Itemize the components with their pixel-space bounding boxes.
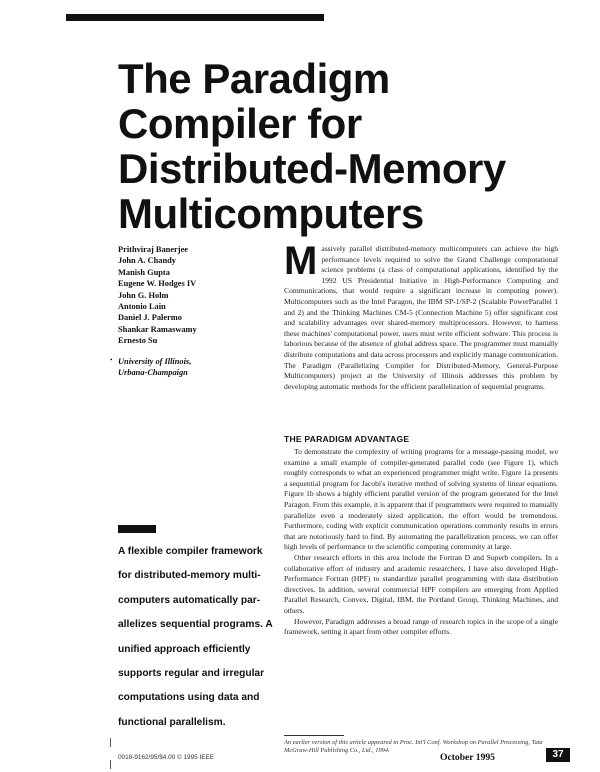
footer-date: October 1995 <box>440 752 495 763</box>
author-name: Antonio Lain <box>118 302 166 312</box>
footer-code: 0018-9162/95/$4.00 © 1995 IEEE <box>118 754 215 761</box>
body-paragraph: Other research efforts in this area include the Fortran D and Superb compilers. In a collaborative effort of industry and academic researchers, I have also developed High-Performance Fortran (HPF) to standardize parallel programming with data distribution directives. In addition, several commercial HPF compilers are emerging from Applied Parallel Research, Convex, Digital, IBM, the Portland Group, Thinking Machines, and others. <box>284 552 558 615</box>
author-name: Manish Gupta <box>118 267 170 277</box>
author-name: Eugene W. Hodges IV <box>118 279 197 289</box>
title-line: Multicomputers <box>118 190 424 237</box>
author-name: Shankar Ramaswamy <box>118 324 197 334</box>
affiliation <box>118 356 258 379</box>
author-name: Prithviraj Banerjee <box>118 245 188 254</box>
body-paragraph: To demonstrate the complexity of writing programs for a message-passing model, we examine a small example of compiler-generated parallel code (see Figure 1), which roughly corresponds to what an experienced programmer might write. Figure 1a presents a sequential program for Jacobi's iterative method of solving systems of linear equations. Figure 1b shows a highly efficient parallel version of the program generated for the Intel Paragon. From this example, it is apparent that if programmers were required to manually parallelize even a moderately sized application, the effort would be tremendous. Furthermore, coding with explicit communication operations commonly results in errors that are notoriously hard to find. By automating the parallelization process, we can offer high levels of performance to the scientific computing community at large. <box>284 447 558 552</box>
title-line: The Paradigm <box>118 55 390 102</box>
author-list <box>118 244 258 347</box>
pull-quote: A flexible compiler framework for distributed-memory multi-computers automatically par-allelizes sequential programs. A unified approach efficiently supports regular and irregular computations using data and functional parallelism. <box>118 546 273 728</box>
top-rule <box>66 14 324 21</box>
title-line: Distributed-Memory <box>118 145 506 192</box>
section-body <box>284 447 558 638</box>
margin-tick <box>110 738 111 747</box>
author-name: John A. Chandy <box>118 256 176 266</box>
margin-tick <box>110 760 111 769</box>
intro-text: assively parallel distributed-memory multicomputers can achieve the high performance levels required to solve the Grand Challenge computational science problems (a class of computational applications, identified by the 1992 US Presidential Initiative in High-Performance Computing and Communications, that would require a significant increase in computing power). Multicomputers such as the Intel Paragon, the IBM SP-1/SP-2 (Scalable PowerParallel 1 and 2) and the Thinking Machines CM-5 (Connection Machine 5) offer significant cost and scalability advantages over shared-memory multiprocessors. However, to harness these machines' computational power, users must write efficient software. This process is laborious because of the absence of global address space. The programmer must manually distribute computations and data across processors and explicitly manage communication. The Paradigm (Parallelizing Compiler for Distributed-Memory, General-Purpose Multicomputers) project at the University of Illinois addresses this problem by developing automatic methods for the efficient parallelization of sequential programs. <box>284 244 558 391</box>
author-name: Ernesto Su <box>118 336 158 346</box>
footnote-rule <box>284 735 344 736</box>
drop-cap: M <box>284 239 318 283</box>
affiliation-line: University of Illinois, <box>118 357 192 366</box>
page-number: 37 <box>546 748 570 762</box>
body-paragraph: However, Paradigm addresses a broad range of research topics in the scope of a single framework, setting it apart from other compiler efforts. <box>284 616 558 637</box>
article-title <box>118 56 506 236</box>
affiliation-marker: • <box>110 356 113 364</box>
title-line: Compiler for <box>118 100 362 147</box>
section-heading: THE PARADIGM ADVANTAGE <box>284 434 410 444</box>
author-name: John G. Holm <box>118 290 169 300</box>
author-name: Daniel J. Palermo <box>118 313 182 323</box>
footnote: An earlier version of this article appeared in Proc. Int'l Conf. Workshop on Parallel Processing, Tata McGraw-Hill Publishing Co., Ltd., 1994. <box>284 739 543 755</box>
affiliation-line: Urbana-Champaign <box>118 368 188 378</box>
intro-paragraph <box>284 239 558 392</box>
pull-quote-bar <box>118 525 156 533</box>
